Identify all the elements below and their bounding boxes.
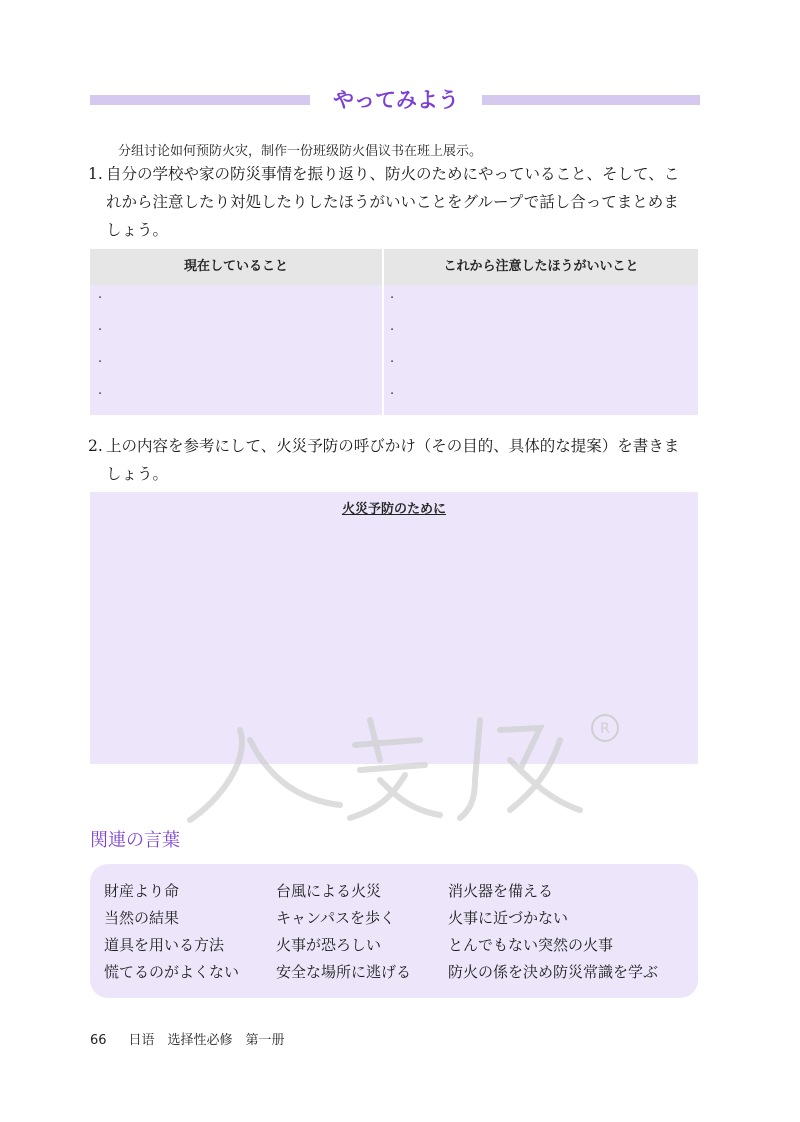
question-line: しょう。 [106,221,169,239]
related-word: 安全な場所に逃げる [276,963,412,981]
bullet: · [98,291,103,306]
question-number: 1. [88,165,103,183]
related-word: 財産より命 [104,882,180,900]
question-2 [88,432,704,488]
bullet: · [390,291,395,306]
related-word: 火事に近づかない [448,909,569,927]
answer-box-title: 火災予防のために [341,502,446,517]
page-footer [90,1029,285,1048]
table-header-future: これから注意したほうがいいこと [384,249,698,285]
table-header-current: 現在していること [90,249,382,285]
discussion-table [90,249,698,415]
related-word: キャンパスを歩く [276,909,395,927]
related-word: 当然の結果 [104,909,180,927]
question-line: しょう。 [106,465,169,483]
related-word: 慌てるのがよくない [104,963,240,981]
table-cell-future[interactable] [384,285,698,415]
question-number: 2. [88,437,103,455]
svg-text:R: R [600,721,610,737]
question-line: れから注意したり対処したりしたほうがいいことをグループで話し合ってまとめま [106,193,679,211]
question-line: 自分の学校や家の防災事情を振り返り、防火のためにやっていること、そして、こ [106,165,680,183]
watermark-logo [180,700,640,830]
header-bar-left [90,95,310,105]
related-word: 消火器を備える [448,882,554,900]
bullet: · [98,355,103,370]
bullet: · [98,323,103,338]
question-1 [88,160,704,244]
book-title: 日语 选择性必修 第一册 [128,1033,285,1048]
related-words-title: 関連の言葉 [90,830,180,851]
bullet: · [390,323,395,338]
bullet: · [98,387,103,402]
bullet: · [390,387,395,402]
section-title: やってみよう [333,88,459,112]
header-bar-right [482,95,700,105]
column-divider [382,249,384,415]
related-words-box [90,864,698,998]
bullet: · [390,355,395,370]
related-word: 防火の係を決め防災常識を学ぶ [448,963,659,981]
chinese-instruction: 分组讨论如何预防火灾，制作一份班级防火倡议书在班上展示。 [118,144,483,159]
table-cell-current[interactable] [90,285,382,415]
question-line: 上の内容を参考にして、火災予防の呼びかけ（その目的、具体的な提案）を書きま [106,437,680,455]
related-word: とんでもない突然の火事 [448,936,614,954]
related-word: 台風による火災 [276,882,382,900]
page-number: 66 [90,1033,107,1048]
related-word: 火事が恐ろしい [276,936,382,954]
related-word: 道具を用いる方法 [104,936,225,954]
